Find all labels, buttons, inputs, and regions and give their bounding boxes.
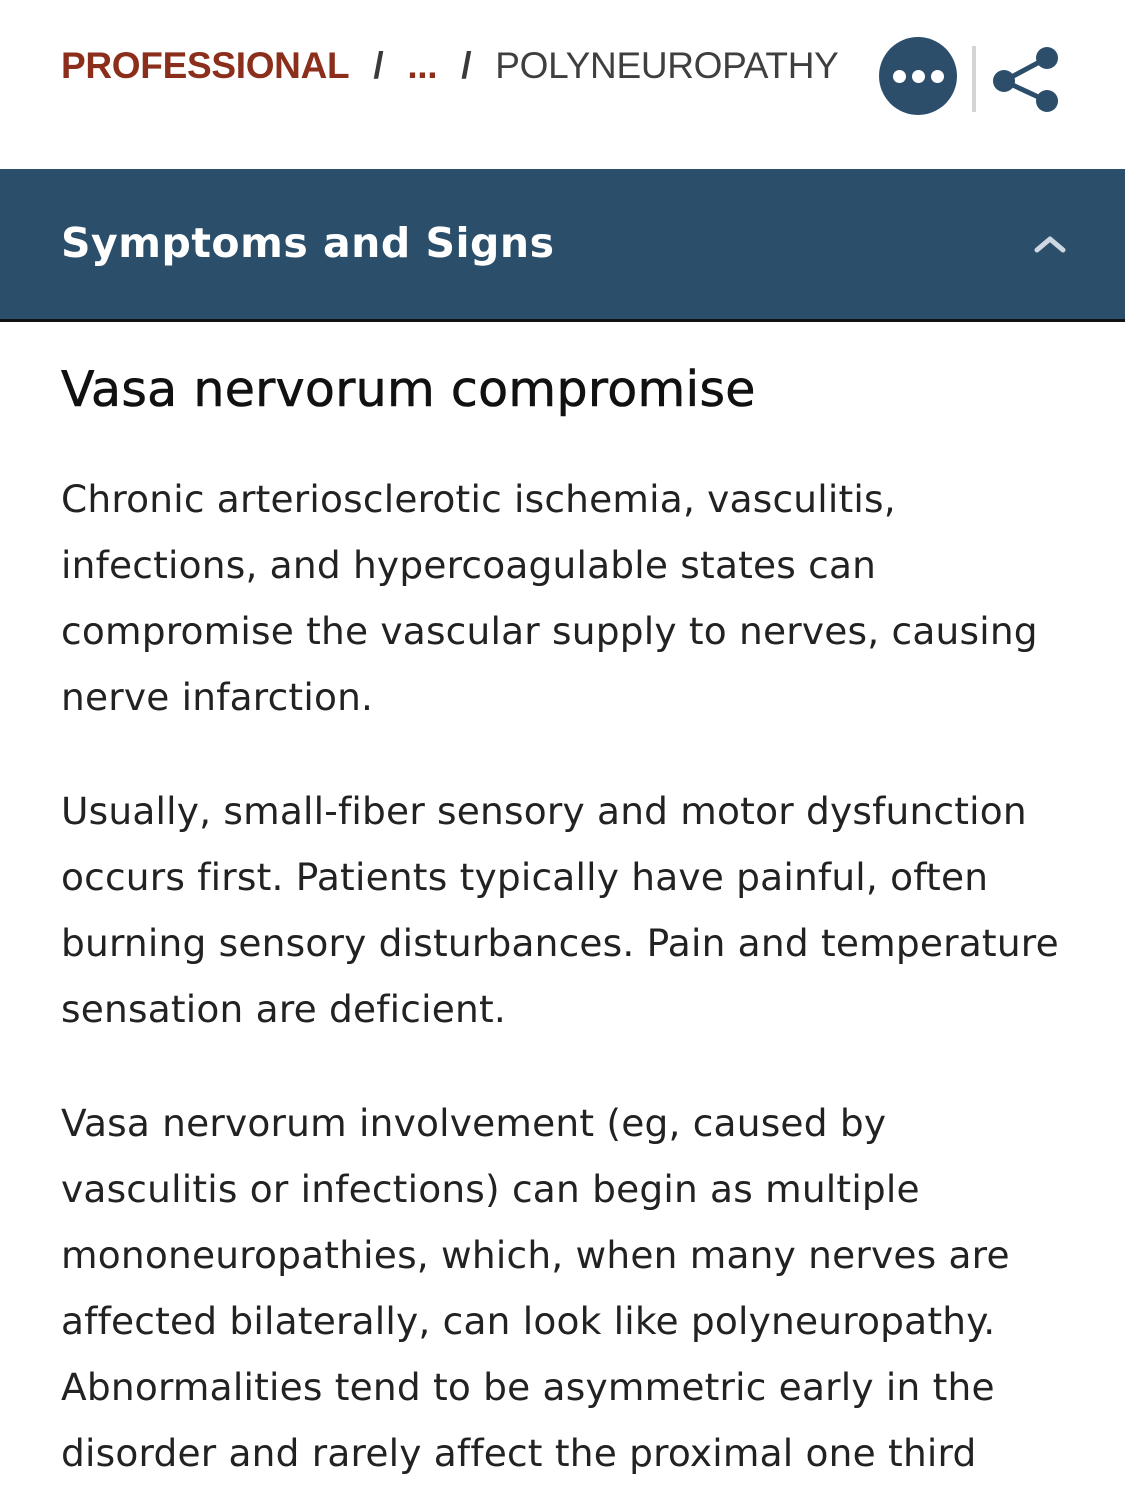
breadcrumb-ellipsis-link[interactable]: ... (407, 45, 438, 86)
more-horizontal-icon (912, 70, 925, 83)
section-title: Symptoms and Signs (61, 219, 555, 267)
more-options-button[interactable] (879, 37, 957, 115)
more-horizontal-icon (931, 70, 944, 83)
toolbar-divider (972, 46, 976, 112)
breadcrumb-separator: / (461, 45, 472, 86)
top-bar (0, 0, 1125, 169)
share-button[interactable] (990, 44, 1062, 116)
breadcrumb-separator: / (373, 45, 384, 86)
paragraph: Vasa nervorum involvement (eg, caused by vasculitis or infections) can begin as multiple mononeuropathies, which, when many nerves are affected bilaterally, can look like polyneuropathy. Abnormalities tend to be asymmetric early in the disorder and rarely affect the proximal one third (61, 1101, 1010, 1475)
section-content (61, 322, 1071, 1486)
share-icon (990, 44, 1062, 116)
breadcrumb (61, 44, 839, 88)
subheading: Vasa nervorum compromise (61, 361, 756, 418)
paragraph: Chronic arteriosclerotic ischemia, vasculitis, infections, and hypercoagulable states can compromise the vascular supply to nerves, causing nerve infarction. (61, 477, 1038, 719)
section-header-symptoms-and-signs[interactable] (0, 169, 1125, 322)
paragraph: Usually, small-fiber sensory and motor dysfunction occurs first. Patients typically have painful, often burning sensory disturbances. Pain and temperature sensation are deficient. (61, 789, 1059, 1031)
chevron-up-icon (1033, 231, 1067, 255)
breadcrumb-current-page: POLYNEUROPATHY (495, 45, 839, 86)
more-horizontal-icon (893, 70, 906, 83)
breadcrumb-professional-link[interactable]: PROFESSIONAL (61, 45, 350, 86)
